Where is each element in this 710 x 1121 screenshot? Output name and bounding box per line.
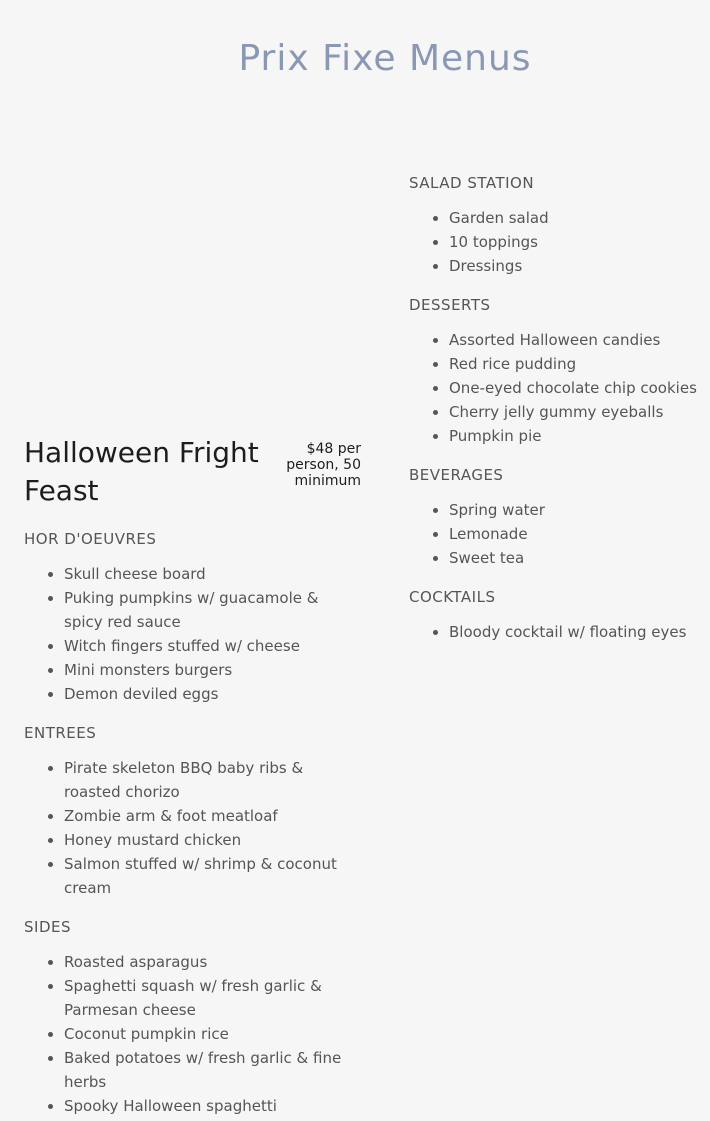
menu-left-column (24, 434, 361, 1121)
menu-item: • Assorted Halloween candies (449, 328, 699, 352)
section-title-desserts: DESSERTS (409, 296, 491, 314)
menu-name: Halloween Fright Feast (24, 436, 259, 507)
menu-item: • Spaghetti squash w/ fresh garlic & Parmesan cheese (64, 974, 361, 1022)
menu-item: • Spooky Halloween spaghetti (64, 1094, 361, 1118)
menu-item: • Red rice pudding (449, 352, 699, 376)
menu-item: • Dressings (449, 254, 699, 278)
menu-item: • Baked potatoes w/ fresh garlic & fine herbs (64, 1046, 361, 1094)
menu-item: • 10 toppings (449, 230, 699, 254)
menu-item: • Pirate skeleton BBQ baby ribs & roasted chorizo (64, 756, 361, 804)
left-sections (24, 528, 361, 1118)
menu-header (24, 434, 361, 510)
menu-item: • Honey mustard chicken (64, 828, 361, 852)
menu-item: • Witch fingers stuffed w/ cheese (64, 634, 361, 658)
menu-item: • Cherry jelly gummy eyeballs (449, 400, 699, 424)
section-title-beverages: BEVERAGES (409, 466, 504, 484)
menu-right-column (409, 172, 699, 660)
menu-item: • Pumpkin pie (449, 424, 699, 448)
menu-item-list (409, 620, 699, 644)
menu-price: $48 per person, 50 minimum (286, 441, 361, 489)
section-title-cocktails: COCKTAILS (409, 588, 496, 606)
menu-item-list (409, 328, 699, 448)
menu-item-list (24, 562, 361, 706)
menu-item: • Coconut pumpkin rice (64, 1022, 361, 1046)
menu-item: • Salmon stuffed w/ shrimp & coconut cream (64, 852, 361, 900)
section-title-entrees: ENTREES (24, 724, 97, 742)
menu-item: • One-eyed chocolate chip cookies (449, 376, 699, 400)
menu-item: • Lemonade (449, 522, 699, 546)
menu-item: • Skull cheese board (64, 562, 361, 586)
menu-item-list (409, 498, 699, 570)
menu-item: • Demon deviled eggs (64, 682, 361, 706)
section-title-salad-station: SALAD STATION (409, 174, 535, 192)
menu-item: • Roasted asparagus (64, 950, 361, 974)
menu-item-list (24, 950, 361, 1118)
menu-item: • Sweet tea (449, 546, 699, 570)
menu-item: • Garden salad (449, 206, 699, 230)
right-sections (409, 172, 699, 644)
menu-item-list (409, 206, 699, 278)
section-title-sides: SIDES (24, 918, 71, 936)
menu-item-list (24, 756, 361, 900)
page-title: Prix Fixe Menus (238, 38, 532, 79)
menu-item: • Puking pumpkins w/ guacamole & spicy red sauce (64, 586, 361, 634)
menu-item: • Spring water (449, 498, 699, 522)
section-title-hor-d-oeuvres: HOR D'OEUVRES (24, 530, 157, 548)
menu-item: • Zombie arm & foot meatloaf (64, 804, 361, 828)
menu-item: • Mini monsters burgers (64, 658, 361, 682)
menu-item: • Bloody cocktail w/ floating eyes (449, 620, 699, 644)
